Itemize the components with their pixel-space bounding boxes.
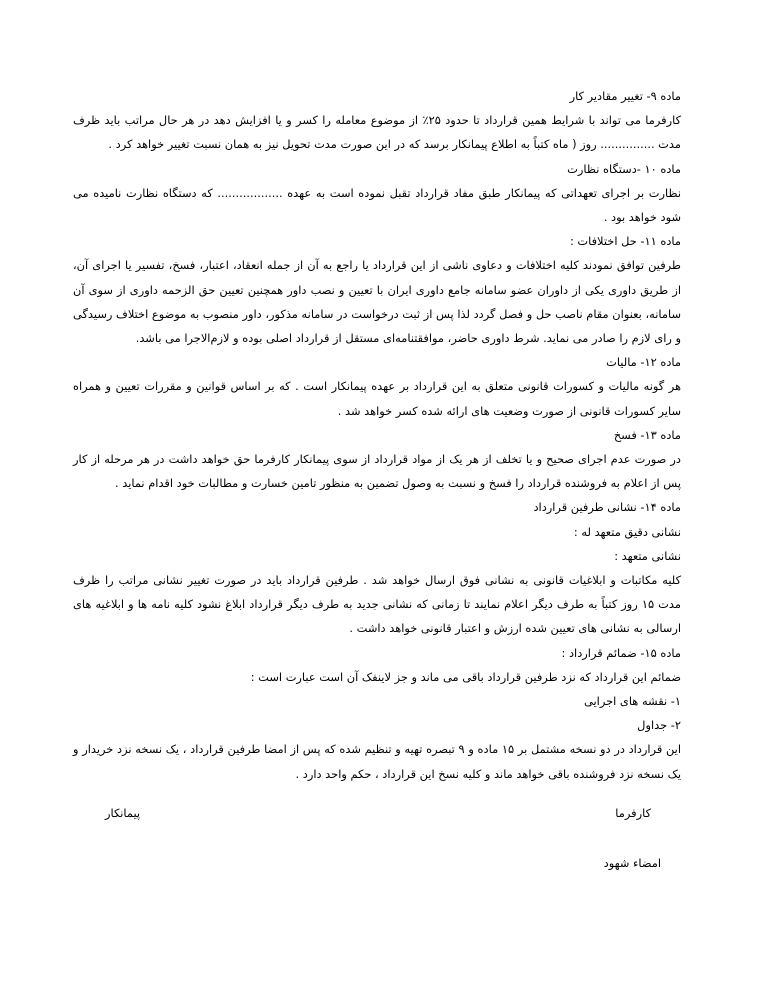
article-12-heading: ماده ۱۲- مالیات (606, 355, 681, 370)
article-13-heading: ماده ۱۳- فسخ (613, 427, 681, 442)
obligee-address-label: نشانی دقیق متعهد له : (573, 524, 681, 539)
closing-paragraph: این قرارداد در دو نسخه مشتمل بر ۱۵ ماده و ۹ تبصره تهیه و تنظیم شده که پس از امضا طرفین قرارداد ، یک نسخه نزد خریدار و یک نسخه نزد فروشنده باقی خواهد ماند و کلیه نسخ این قرارداد ، حکم واحد دارد . (73, 742, 681, 781)
article-9-body: کارفرما می تواند با شرایط همین قرارداد تا حدود ۲۵٪ از موضوع معامله را کسر و یا افزایش دهد در هر حال مراتب باید ظرف مدت ............... روز ( ماه کتباً به اطلاع پیمانکار برسد که در این صورت مدت تحویل نیز به همان نسبت تغییر خواهد کرد . (73, 113, 681, 152)
article-12-body: هر گونه مالیات و کسورات قانونی متعلق به این قرارداد بر عهده پیمانکار است . که بر اساس قوانین و مقررات تعیین و همراه سایر کسورات قانونی از صورت وضعیت های ارائه شده کسر خواهد شد . (73, 379, 681, 418)
contract-text (73, 84, 681, 786)
article-11-heading: ماده ۱۱- حل اختلافات : (569, 234, 681, 249)
attachment-item: ۲- جداول (637, 718, 681, 733)
article-14-heading: ماده ۱۴- نشانی طرفین قرارداد (533, 500, 681, 515)
witnesses-signature-label: امضاء شهود (603, 856, 661, 870)
article-14-body: کلیه مکاتبات و ابلاغیات قانونی به نشانی فوق ارسال خواهد شد . طرفین قرارداد باید در صورت تغییر نشانی مراتب را ظرف مدت ۱۵ روز کتباً به طرف دیگر اعلام نمایند تا زمانی که نشانی جدید به طرف دیگر قرارداد ابلاغ نشود کلیه نامه ها و ابلاغیه های ارسالی به نشانی های تعیین شده ارزش و اعتبار قانونی خواهد داشت . (73, 573, 681, 636)
obligor-address-label: نشانی متعهد : (614, 548, 681, 563)
contractor-signature-label: پیمانکار (105, 806, 141, 820)
employer-signature-label: کارفرما (615, 806, 651, 820)
article-10-body: نظارت بر اجرای تعهداتی که پیمانکار طبق مفاد قرارداد تقبل نموده است به عهده .................. که دستگاه نظارت نامیده می شود خواهد بود . (73, 185, 681, 225)
article-10-heading: ماده ۱۰ -دستگاه نظارت (567, 161, 681, 176)
attachment-item: ۱- نقشه های اجرایی (583, 694, 681, 709)
article-11-body: طرفین توافق نمودند کلیه اختلافات و دعاوی ناشی از این قرارداد یا راجع به آن از جمله انعقاد، اعتبار، فسخ، تفسیر یا اجرای آن، از طریق داوری یکی از داوران عضو سامانه جامع داوری ایران با تعیین و نصب داور همچنین تعیین حق الزحمه داوری از سوی آن سامانه، بعنوان مقام ناصب حل و فصل گردد لذا پس از ثبت درخواست در سامانه مذکور، داور منصوب به موضوع اختلاف رسیدگی و رای لازم را صادر می نماید. شرط داوری حاضر، موافقتنامه‌ای مستقل از قرارداد اصلی بوده و لازم‌الاجرا می باشد. (73, 258, 681, 346)
article-13-body: در صورت عدم اجرای صحیح و یا تخلف از هر یک از مواد قرارداد از سوی پیمانکار کارفرما حق خواهد داشت در هر مرحله از کار پس از اعلام به فروشنده قرارداد را فسخ و نسبت به وصول تضمین به منظور تامین خسارت و مطالبات خود اقدام نماید . (73, 452, 681, 491)
article-15-heading: ماده ۱۵- ضمائم قرارداد : (561, 645, 681, 660)
article-9-heading: ماده ۹- تغییر مقادیر کار (569, 89, 681, 103)
article-15-intro: ضمائم این قرارداد که نزد طرفین قرارداد باقی می ماند و جز لاینفک آن است عبارت است : (250, 669, 681, 684)
